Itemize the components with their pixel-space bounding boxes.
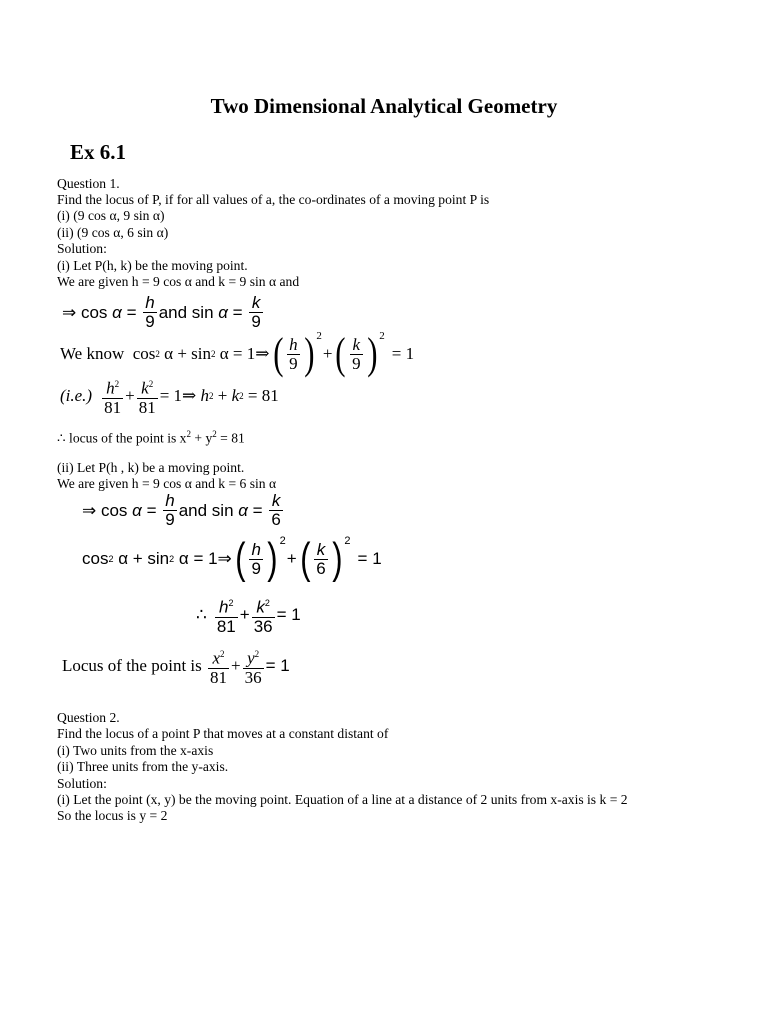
eq-equals: = xyxy=(247,500,268,520)
equation-cos-sin-9-6 xyxy=(82,492,285,529)
q1-sol-i-line-2: We are given h = 9 cos α and k = 9 sin α and xyxy=(57,274,300,289)
eq-text: h xyxy=(200,385,210,405)
frac-num: k xyxy=(316,539,326,559)
frac-num: k xyxy=(256,597,265,617)
frac-num: x xyxy=(212,648,221,668)
eq-equals: = 1 xyxy=(391,344,415,363)
frac-den: 9 xyxy=(289,353,298,373)
frac-den: 36 xyxy=(244,667,262,687)
frac-den: 36 xyxy=(253,616,273,636)
equation-locus-ellipse xyxy=(62,645,290,687)
fraction-k2-over-36 xyxy=(252,594,275,636)
frac-den: 81 xyxy=(138,397,156,417)
eq-sup: 2 xyxy=(344,535,351,547)
fraction-h-over-9 xyxy=(143,294,156,331)
q1-sol-ii-line-2: We are given h = 9 cos α and k = 6 sin α xyxy=(57,476,277,491)
eq-alpha: α xyxy=(112,302,122,322)
frac-den: 81 xyxy=(216,616,236,636)
paren-h-over-9: ( $\frac{h}{9}$ ) $^2$ xyxy=(234,534,286,583)
eq-alpha: α xyxy=(132,500,142,520)
q1-prompt: Find the locus of P, if for all values of a, the co-ordinates of a moving point P is xyxy=(57,192,490,207)
locus-text: + y xyxy=(190,430,213,446)
eq-text: = 1⇒ xyxy=(159,385,201,405)
eq-text: k xyxy=(231,385,240,405)
frac-den: 6 xyxy=(271,510,281,529)
eq-sup: 2 xyxy=(254,649,260,659)
frac-num: y xyxy=(247,648,255,668)
eq-plus: + xyxy=(286,549,297,568)
eq-sup: 2 xyxy=(148,379,154,389)
paren-h-over-9: ( $\frac{h}{9}$ ) $^2$ xyxy=(272,329,322,378)
q1-solution-label: Solution: xyxy=(57,241,107,256)
eq-sup: 2 xyxy=(379,330,385,342)
page-title: Two Dimensional Analytical Geometry xyxy=(210,94,558,118)
eq-text: ⇒ cos xyxy=(62,302,113,322)
eq-plus: + xyxy=(125,385,135,405)
eq-sup: 2 xyxy=(316,330,322,342)
eq-plus: + xyxy=(239,604,250,624)
eq-therefore: ∴ xyxy=(196,604,207,624)
frac-den: 9 xyxy=(165,510,175,529)
eq-sup: 2 xyxy=(220,649,225,659)
eq-equals: = 1 xyxy=(265,655,290,675)
fraction-h-over-9 xyxy=(163,492,176,529)
q1-sol-i-line-1: (i) Let P(h, k) be the moving point. xyxy=(57,258,248,273)
fraction-x2-over-81 xyxy=(208,645,229,687)
locus-text: ∴ locus of the point is x xyxy=(57,430,187,446)
exercise-heading: Ex 6.1 xyxy=(70,140,127,164)
eq-sup: 2 xyxy=(279,535,286,547)
q2-part-ii: (ii) Three units from the y-axis. xyxy=(57,759,229,774)
eq-plus: + xyxy=(231,655,241,675)
eq-sup: 2 xyxy=(239,390,244,401)
eq-sup: 2 xyxy=(114,379,120,389)
frac-den: 9 xyxy=(352,353,361,373)
frac-num: h xyxy=(145,293,155,312)
fraction-k-over-9 xyxy=(249,294,262,331)
frac-num: k xyxy=(141,378,149,398)
equation-identity-9 xyxy=(60,329,415,378)
frac-num: k xyxy=(352,334,361,354)
eq-sup: 2 xyxy=(209,390,214,401)
eq-equals: = 1 xyxy=(276,604,301,624)
eq-text: ⇒ cos xyxy=(82,500,133,520)
eq-sup: 2 xyxy=(155,349,160,359)
equation-ie-81 xyxy=(60,375,279,417)
q2-locus: So the locus is y = 2 xyxy=(57,808,168,823)
q1-heading: Question 1. xyxy=(57,176,120,191)
frac-num: h xyxy=(289,334,298,354)
fraction-h2-over-81 xyxy=(215,594,238,636)
equation-cos-sin-9 xyxy=(62,294,265,331)
frac-num: k xyxy=(251,293,261,312)
q2-part-i: (i) Two units from the x-axis xyxy=(57,743,214,758)
eq-alpha: α xyxy=(238,500,248,520)
eq-sup: 2 xyxy=(186,429,191,439)
frac-num: h xyxy=(251,539,261,559)
eq-text: Locus of the point is xyxy=(62,655,207,675)
frac-den: 81 xyxy=(210,667,228,687)
eq-equals: = xyxy=(121,302,142,322)
eq-text: (i.e.) xyxy=(60,385,93,405)
q1-sol-ii-line-1: (ii) Let P(h , k) be a moving point. xyxy=(57,460,245,475)
eq-text: = 81 xyxy=(243,385,279,405)
eq-text: cos xyxy=(82,549,109,568)
eq-text: and sin xyxy=(158,302,219,322)
fraction-h2-over-81 xyxy=(102,375,123,417)
locus-text: = 81 xyxy=(216,430,245,446)
q1-part-ii: (ii) (9 cos α, 6 sin α) xyxy=(57,225,169,240)
frac-den: 6 xyxy=(316,558,326,578)
frac-den: 9 xyxy=(251,558,261,578)
frac-num: h xyxy=(106,378,115,398)
fraction-y2-over-36 xyxy=(243,645,264,687)
q2-heading: Question 2. xyxy=(57,710,120,725)
eq-text: α + sin xyxy=(113,549,170,568)
eq-sup: 2 xyxy=(212,429,217,439)
q2-solution-label: Solution: xyxy=(57,776,107,791)
frac-den: 81 xyxy=(104,397,122,417)
q2-prompt: Find the locus of a point P that moves at a constant distant of xyxy=(57,726,389,741)
frac-den: 9 xyxy=(145,312,155,331)
frac-num: h xyxy=(165,491,175,510)
eq-text: α + sin xyxy=(159,344,212,363)
eq-alpha: α xyxy=(218,302,228,322)
frac-num: k xyxy=(271,491,281,510)
frac-den: 9 xyxy=(251,312,261,331)
frac-num: h xyxy=(219,597,229,617)
eq-equals: = xyxy=(141,500,162,520)
equation-identity-9-6 xyxy=(82,534,382,583)
paren-k-over-9: ( $\frac{k}{9}$ ) $^2$ xyxy=(335,329,385,378)
paren-k-over-6: ( $\frac{k}{6}$ ) $^2$ xyxy=(299,534,351,583)
eq-text: and sin xyxy=(178,500,239,520)
eq-text: We know cos xyxy=(60,344,156,363)
eq-text: + xyxy=(213,385,232,405)
eq-sup: 2 xyxy=(211,349,216,359)
q1-locus-i xyxy=(57,426,245,447)
equation-therefore-81-36 xyxy=(196,594,301,636)
eq-text: α = 1⇒ xyxy=(174,549,232,568)
eq-sup: 2 xyxy=(228,598,234,608)
eq-equals: = xyxy=(227,302,248,322)
eq-plus: + xyxy=(322,344,333,363)
q1-part-i: (i) (9 cos α, 9 sin α) xyxy=(57,208,165,223)
q2-sol-i: (i) Let the point (x, y) be the moving point. Equation of a line at a distance of 2 units from x-axis is k = 2 xyxy=(57,792,628,807)
fraction-k-over-6 xyxy=(269,492,282,529)
eq-text: α = 1⇒ xyxy=(215,344,270,363)
eq-sup: 2 xyxy=(264,598,270,608)
eq-sup: 2 xyxy=(108,554,114,564)
fraction-k2-over-81 xyxy=(137,375,158,417)
eq-sup: 2 xyxy=(169,554,175,564)
eq-equals: = 1 xyxy=(357,549,382,568)
